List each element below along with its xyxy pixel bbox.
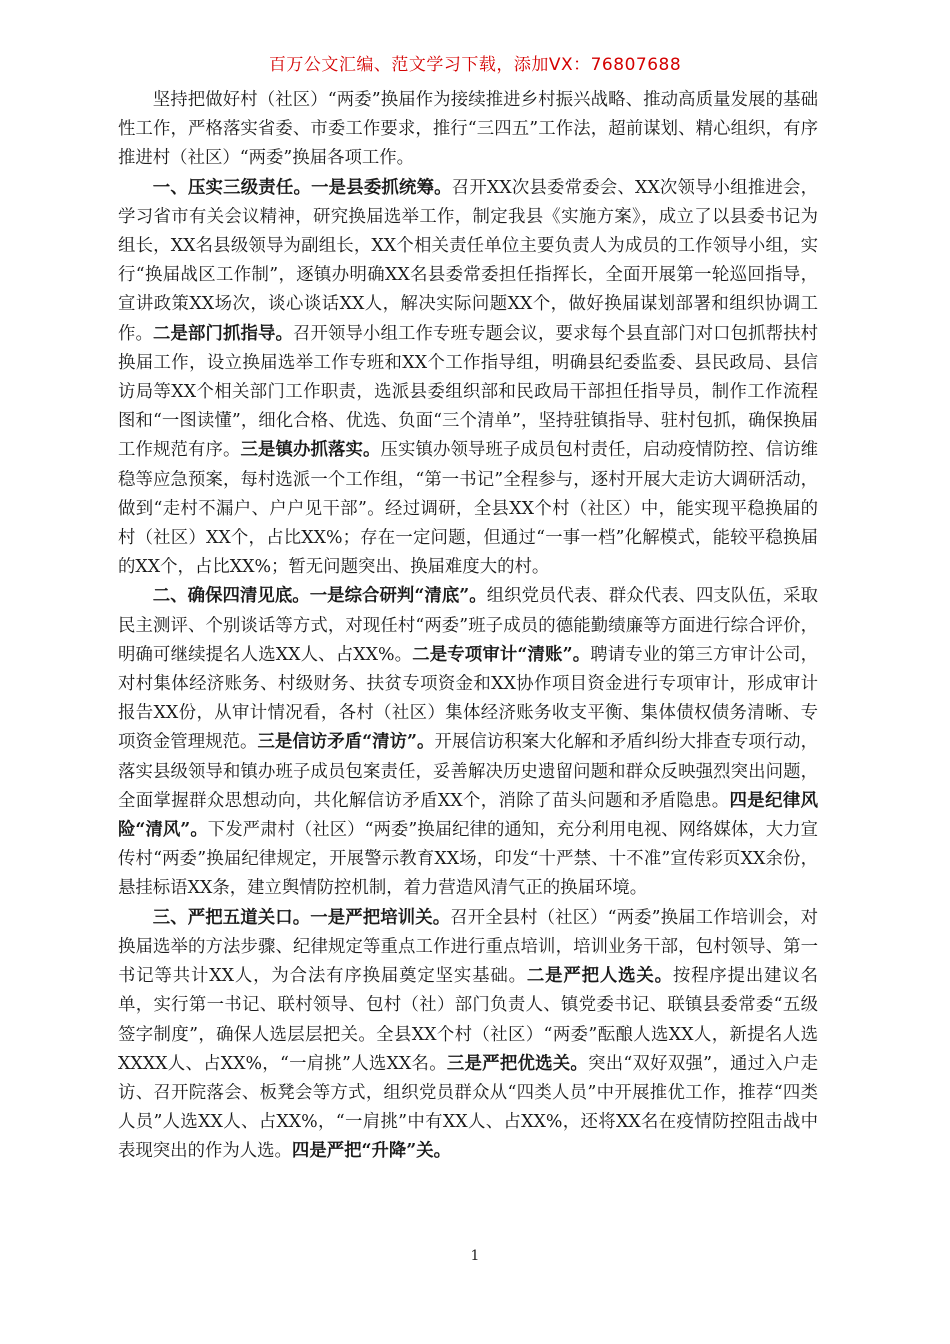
section-3-heading: 三、严把五道关口。	[152, 907, 311, 928]
page-number: 1	[470, 1248, 480, 1264]
section-1-point-1-title: 一是县委抓统筹。	[311, 177, 452, 198]
intro-paragraph: 坚持把做好村（社区）“两委”换届作为接续推进乡村振兴战略、推动高质量发展的基础性工作，严格落实省委、市委工作要求，推行“三四五”工作法，超前谋划、精心组织，有序推进村（社区）“两委”换届各项工作。	[118, 90, 818, 169]
section-3-paragraph	[118, 904, 818, 1167]
section-2-point-2-title: 二是专项审计“清账”。	[412, 644, 591, 665]
section-3-point-4-title: 四是严把“升降”关。	[291, 1141, 452, 1162]
section-2-point-4-text: 下发严肃村（社区）“两委”换届纪律的通知，充分利用电视、网络媒体，大力宣传村“两委”换届纪律规定，开展警示教育XX场，印发“十严禁、十不准”宣传彩页XX余份，悬挂标语XX条，建立舆情防控机制，着力营造风清气正的换届环境。	[118, 820, 818, 899]
section-1-point-2-text: 召开领导小组工作专班专题会议，要求每个县直部门对口包抓帮扶村换届工作，设立换届选举工作专班和XX个工作指导组，明确县纪委监委、县民政局、县信访局等XX个相关部门工作职责，选派县委组织部和民政局干部担任指导员，制作工作流程图和“一图读懂”，细化合格、优选、负面“三个清单”，坚持驻镇指导、驻村包抓，确保换届工作规范有序。	[118, 323, 818, 461]
section-2-point-4-title: 四是纪律风险“清风”。	[118, 790, 818, 841]
section-2-point-2-text: 聘请专业的第三方审计公司，对村集体经济账务、村级财务、扶贫专项资金和XX协作项目资金进行专项审计，形成审计报告XX份，从审计情况看，各村（社区）集体经济账务收支平衡、集体债权债务清晰、专项资金管理规范。	[118, 644, 818, 753]
section-3-point-1-text: 召开全县村（社区）“两委”换届工作培训会，对换届选举的方法步骤、纪律规定等重点工作进行重点培训，培训业务干部，包村领导、第一书记等共计XX人，为合法有序换届奠定坚实基础。	[118, 907, 818, 987]
section-3-point-2-title: 二是严把人选关。	[526, 966, 673, 987]
section-1-point-1-text: 召开XX次县委常委会、XX次领导小组推进会，学习省市有关会议精神，研究换届选举工作，制定我县《实施方案》，成立了以县委书记为组长，XX名县级领导为副组长，XX个相关责任单位主要负责人为成员的工作领导小组，实行“换届战区工作制”，逐镇办明确XX名县委常委担任指挥长，全面开展第一轮巡回指导，宣讲政策XX场次，谈心谈话XX人，解决实际问题XX个，做好换届谋划部署和组织协调工作。	[118, 177, 818, 344]
section-1-heading: 一、压实三级责任。	[152, 177, 312, 198]
section-1-paragraph	[118, 174, 818, 583]
document-body	[118, 86, 818, 1167]
section-2-heading: 二、确保四清见底。	[152, 586, 310, 607]
section-3-point-2-text: 按程序提出建议名单，实行第一书记、联村领导、包村（社）部门负责人、镇党委书记、联镇县委常委“五级签字制度”，确保人选层层把关。全县XX个村（社区）“两委”酝酿人选XX人，新提名人选XXXX人、占XX%，“一肩挑”人选XX名。	[118, 966, 818, 1074]
section-1-point-2-title: 二是部门抓指导。	[153, 323, 294, 344]
section-2-paragraph	[118, 582, 818, 903]
section-3-point-3-title: 三是严把优选关。	[446, 1053, 589, 1074]
section-2-point-3-title: 三是信访矛盾“清访”。	[257, 732, 435, 753]
section-2-point-1-title: 一是综合研判“清底”。	[309, 586, 487, 607]
section-2-point-3-text: 开展信访积案大化解和矛盾纠纷大排查专项行动，落实县级领导和镇办班子成员包案责任，妥善解决历史遗留问题和群众反映强烈突出问题，全面掌握群众思想动向，共化解信访矛盾XX个，消除了苗头问题和矛盾隐患。	[118, 732, 818, 811]
section-1-point-3-title: 三是镇办抓落实。	[240, 440, 381, 461]
section-1-point-3-text: 压实镇办领导班子成员包村责任，启动疫情防控、信访维稳等应急预案，每村选派一个工作组，“第一书记”全程参与，逐村开展大走访大调研活动，做到“走村不漏户、户户见干部”。经过调研，全县XX个村（社区）中，能实现平稳换届的村（社区）XX个，占比XX%；存在一定问题，但通过“一事一档”化解模式，能较平稳换届的XX个，占比XX%；暂无问题突出、换届难度大的村。	[118, 440, 818, 578]
section-2-point-1-text: 组织党员代表、群众代表、四支队伍，采取民主测评、个别谈话等方式，对现任村“两委”班子成员的德能勤绩廉等方面进行综合评价，明确可继续提名人选XX人、占XX%。	[118, 586, 818, 665]
page-banner: 百万公文汇编、范文学习下载，添加VX：76807688	[268, 55, 682, 75]
section-3-point-1-title: 一是严把培训关。	[310, 907, 451, 928]
section-3-point-3-text: 突出“双好双强”，通过入户走访、召开院落会、板凳会等方式，组织党员群众从“四类人员”中开展推优工作，推荐“四类人员”人选XX人、占XX%，“一肩挑”中有XX人、占XX%，还将XX名在疫情防控阻击战中表现突出的作为人选。	[118, 1053, 818, 1162]
